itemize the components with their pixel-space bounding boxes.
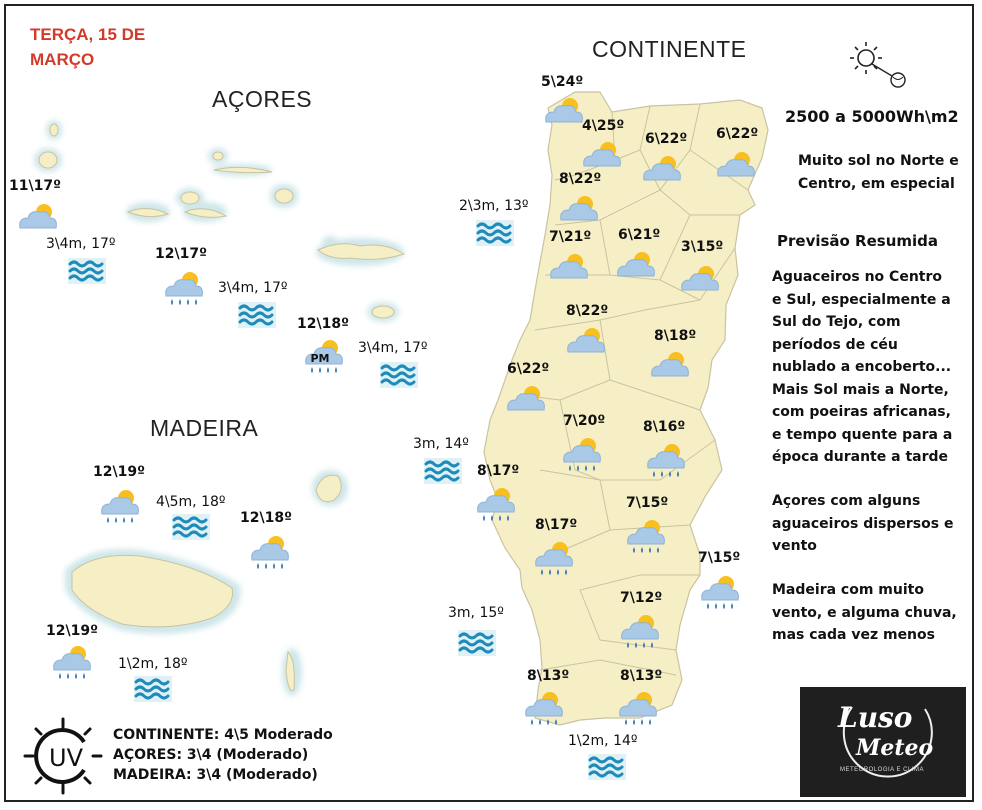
weather-icon (530, 536, 576, 582)
point-label: 8\13º (527, 668, 570, 684)
sea-label: 3\4m, 17º (218, 280, 288, 296)
point-label: 8\22º (559, 171, 602, 187)
point-label: 12\17º (155, 246, 207, 262)
uv-continente: CONTINENTE: 4\5 Moderado (113, 727, 333, 743)
point-label: 4\25º (582, 118, 625, 134)
summary-line: Mais Sol mais a Norte, (772, 381, 949, 398)
weather-icon (638, 150, 684, 196)
logo-line-1: Luso (838, 701, 913, 734)
sea-label: 4\5m, 18º (156, 494, 226, 510)
point-label: 8\13º (620, 668, 663, 684)
sun-note-line: Muito sol no Norte e (798, 153, 959, 169)
weather-icon (616, 609, 662, 655)
point-label: 8\16º (643, 419, 686, 435)
weather-icon (712, 146, 758, 192)
madeira-note (772, 579, 957, 647)
weather-icon (540, 92, 586, 138)
point-label: 7\20º (563, 413, 606, 429)
luso-meteo-logo (800, 687, 966, 797)
summary-line: e tempo quente para a (772, 426, 953, 443)
summary-line: nublado a encoberto... (772, 359, 952, 375)
radiation-value: 2500 a 5000Wh\m2 (785, 107, 959, 126)
uv-icon-text: UV (49, 744, 83, 772)
weather-icon (622, 514, 668, 560)
weather-icon (246, 530, 292, 576)
madeira-note-line: mas cada vez menos (772, 627, 935, 643)
point-label: 8\17º (535, 517, 578, 533)
point-label: 6\21º (618, 227, 661, 243)
uv-acores: AÇORES: 3\4 (Moderado) (113, 747, 309, 763)
forecast-date (30, 22, 145, 72)
sun-radiation-icon (846, 40, 914, 94)
wave-icon (68, 258, 106, 288)
point-label: 12\19º (93, 464, 145, 480)
point-label: 7\12º (620, 590, 663, 606)
point-label: 8\18º (654, 328, 697, 344)
sea-label: 3\4m, 17º (46, 236, 116, 252)
weather-icon (96, 484, 142, 530)
date-line-2: MARÇO (30, 50, 95, 69)
weather-icon (520, 686, 566, 732)
sun-note-line: Centro, em especial (798, 175, 955, 192)
weather-icon (646, 346, 692, 392)
region-title-acores: AÇORES (212, 86, 313, 112)
acores-note-line: Açores com alguns (772, 493, 921, 509)
weather-icon (48, 640, 94, 686)
wave-icon (458, 630, 496, 660)
sea-label: 3m, 15º (448, 605, 504, 621)
summary-line: e Sul, especialmente a (772, 291, 951, 308)
wave-icon (476, 220, 514, 250)
region-title-madeira: MADEIRA (150, 415, 259, 441)
point-label: 8\17º (477, 463, 520, 479)
point-label: 12\19º (46, 623, 98, 639)
logo-line-2: Meteo (856, 735, 934, 761)
sea-label: 1\2m, 14º (568, 733, 638, 749)
summary-text (772, 266, 952, 469)
date-line-1: TERÇA, 15 DE (30, 25, 146, 44)
acores-note-line: vento (772, 538, 817, 554)
point-label: 6\22º (645, 131, 688, 147)
madeira-note-line: vento, e alguma chuva, (772, 604, 957, 621)
wave-icon (172, 514, 210, 544)
summary-line: períodos de céu (772, 336, 898, 353)
point-label: 12\18º (297, 316, 349, 332)
weather-icon (472, 482, 518, 528)
region-title-continente: CONTINENTE (592, 36, 747, 62)
weather-icon (502, 380, 548, 426)
weather-icon (612, 246, 658, 292)
logo-tagline: METEOROLOGIA E CLIMA (840, 767, 925, 773)
summary-line: com poeiras africanas, (772, 404, 951, 420)
madeira-note-line: Madeira com muito (772, 582, 924, 598)
summary-line: Sul do Tejo, com (772, 314, 901, 330)
sea-label: 2\3m, 13º (459, 198, 529, 214)
point-label: 3\15º (681, 239, 724, 255)
weather-icon (558, 432, 604, 478)
point-label: 8\22º (566, 303, 609, 319)
sea-label: 3m, 14º (413, 436, 469, 452)
weather-icon (160, 266, 206, 312)
weather-icon (614, 686, 660, 732)
point-label: 6\22º (507, 361, 550, 377)
summary-line: Aguaceiros no Centro (772, 269, 943, 285)
weather-icon (642, 438, 688, 484)
wave-icon (238, 302, 276, 332)
weather-icon (696, 570, 742, 616)
point-label: 5\24º (541, 74, 584, 90)
uv-madeira: MADEIRA: 3\4 (Moderado) (113, 767, 318, 783)
wave-icon (380, 362, 418, 392)
acores-note-line: aguaceiros dispersos e (772, 515, 954, 532)
point-label: 7\15º (698, 550, 741, 566)
weather-icon (676, 260, 722, 306)
svg-text:PM: PM (310, 352, 330, 365)
weather-icon (545, 248, 591, 294)
sea-label: 1\2m, 18º (118, 656, 188, 672)
wave-icon (424, 458, 462, 488)
summary-title: Previsão Resumida (777, 232, 939, 250)
wave-icon (134, 676, 172, 706)
acores-note (772, 490, 953, 558)
point-label: 11\17º (9, 178, 61, 194)
uv-icon (20, 716, 106, 796)
point-label: 7\21º (549, 229, 592, 245)
wave-icon (588, 754, 626, 784)
point-label: 12\18º (240, 510, 292, 526)
sun-note (798, 150, 959, 195)
uv-lines (113, 725, 333, 785)
sea-label: 3\4m, 17º (358, 340, 428, 356)
weather-icon (300, 334, 346, 380)
point-label: 7\15º (626, 495, 669, 511)
summary-line: época durante a tarde (772, 449, 949, 465)
point-label: 6\22º (716, 126, 759, 142)
weather-icon (562, 322, 608, 368)
